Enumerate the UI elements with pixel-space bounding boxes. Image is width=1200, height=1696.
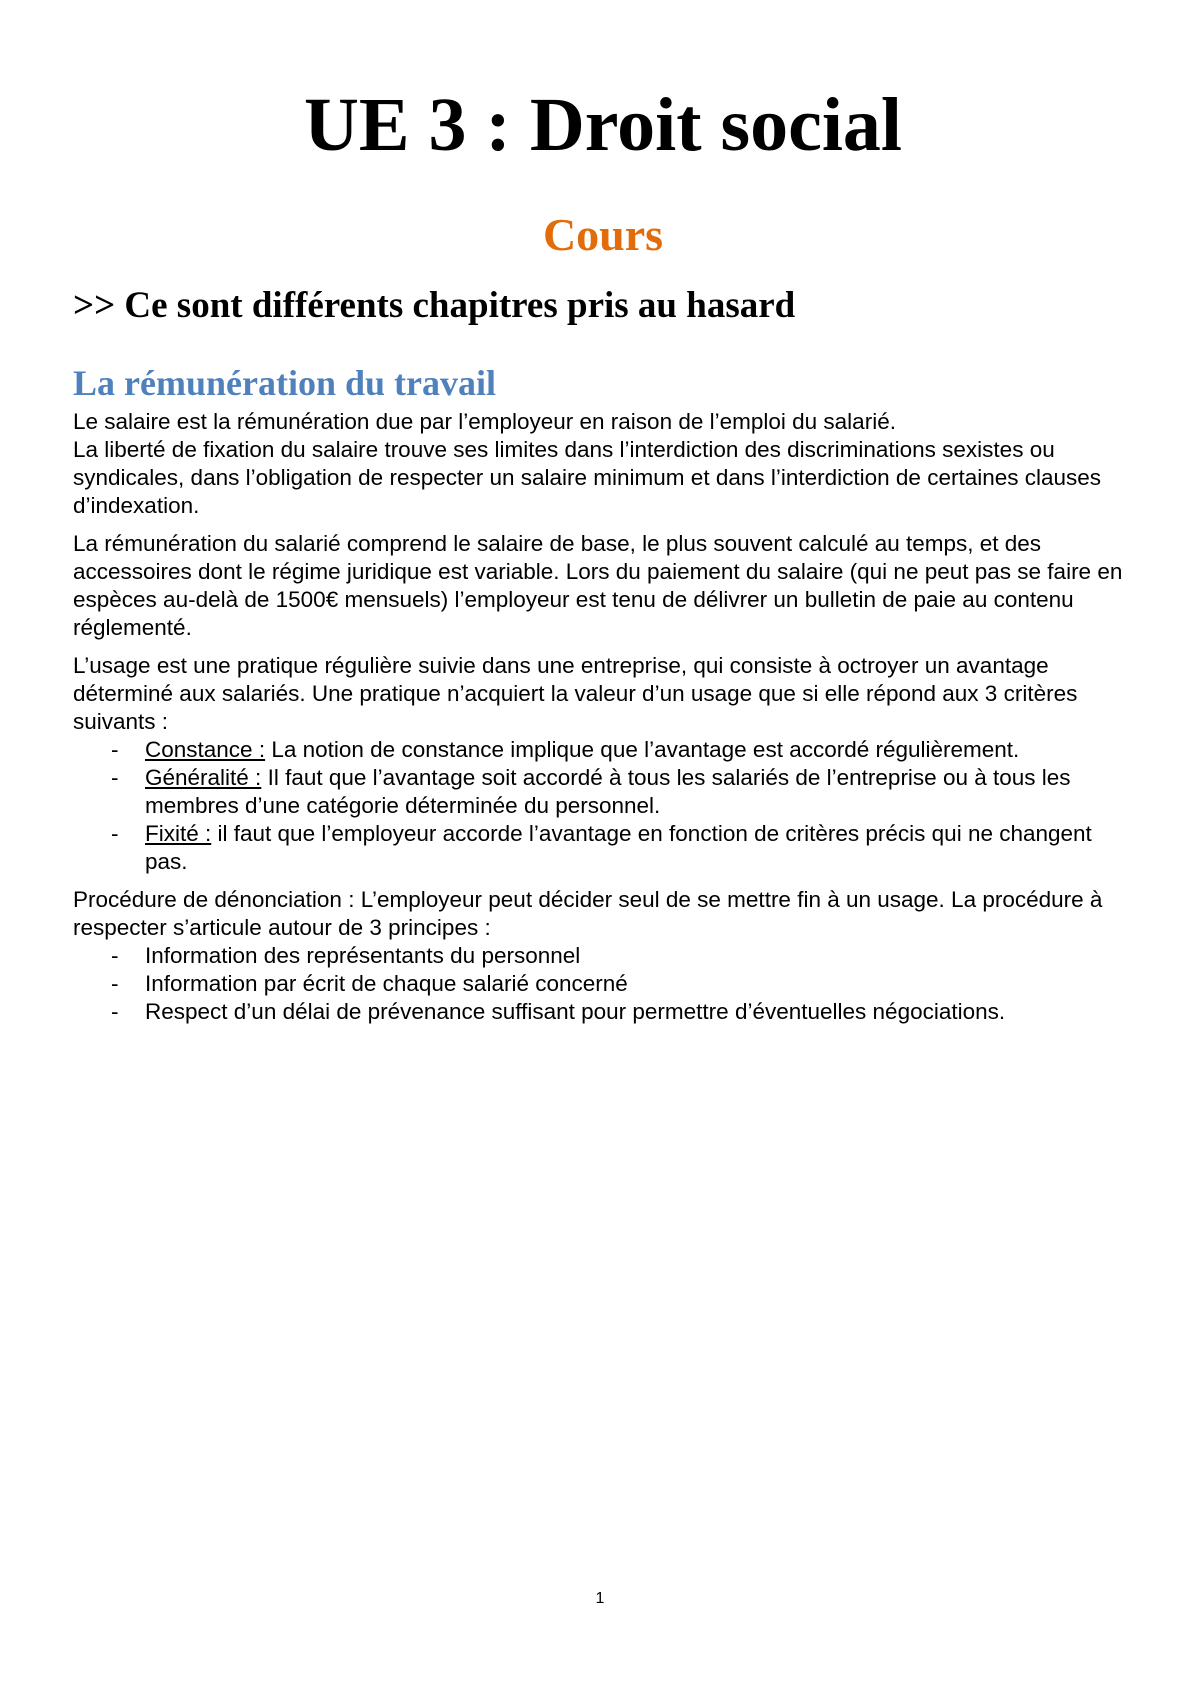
paragraph-salary-limits: La liberté de fixation du salaire trouve ses limites dans l’interdiction des discriminations sexistes ou syndicales, dans l’obligation de respecter un salaire minimum et dans l’interdiction de certaines clauses d’indexation. [73, 437, 1102, 518]
list-item-generalite [73, 764, 1133, 820]
paragraph-salary-definition: Le salaire est la rémunération due par l’employeur en raison de l’emploi du salarié. [73, 409, 896, 434]
list-dash: - [111, 971, 119, 996]
document-intro: >> Ce sont différents chapitres pris au hasard [73, 285, 796, 326]
paragraph-remuneration: La rémunération du salarié comprend le salaire de base, le plus souvent calculé au temps, et des accessoires dont le régime juridique est variable. Lors du paiement du salaire (qui ne peut pas se faire en espèces au-delà de 1500€ mensuels) l’employeur est tenu de délivrer un bulletin de paie au contenu réglementé. [73, 531, 1123, 640]
term-generalite: Généralité : [145, 765, 262, 790]
principle-text: Information des représentants du personnel [145, 943, 581, 968]
list-item-constance [73, 736, 1133, 764]
section-heading: La rémunération du travail [73, 363, 496, 403]
page-number: 1 [595, 1590, 605, 1607]
list-item-principle [73, 970, 1133, 998]
term-constance: Constance : [145, 737, 266, 762]
principle-text: Information par écrit de chaque salarié concerné [145, 971, 628, 996]
principles-list [73, 942, 1133, 1026]
document-subtitle: Cours [542, 209, 664, 260]
principle-text: Respect d’un délai de prévenance suffisant pour permettre d’éventuelles négociations. [145, 999, 1006, 1024]
criteria-list [73, 736, 1133, 876]
list-dash: - [111, 999, 119, 1024]
list-dash: - [111, 765, 119, 790]
document-page [73, 80, 1133, 1026]
list-dash: - [111, 737, 119, 762]
list-dash: - [111, 943, 119, 968]
document-title: UE 3 : Droit social [303, 83, 903, 167]
paragraph-usage: L’usage est une pratique régulière suivie dans une entreprise, qui consiste à octroyer un avantage déterminé aux salariés. Une pratique n’acquiert la valeur d’un usage que si elle répond aux 3 critères suivants : [73, 653, 1078, 734]
criteria-text: il faut que l’employeur accorde l’avantage en fonction de critères précis qui ne changent pas. [145, 821, 1092, 874]
list-item-principle [73, 998, 1133, 1026]
list-dash: - [111, 821, 119, 846]
criteria-text: La notion de constance implique que l’avantage est accordé régulièrement. [265, 737, 1020, 762]
list-item-principle [73, 942, 1133, 970]
criteria-text: Il faut que l’avantage soit accordé à tous les salariés de l’entreprise ou à tous les membres d’une catégorie déterminée du personnel. [145, 765, 1071, 818]
term-fixite: Fixité : [145, 821, 212, 846]
paragraph-denonciation: Procédure de dénonciation : L’employeur peut décider seul de se mettre fin à un usage. La procédure à respecter s’articule autour de 3 principes : [73, 887, 1103, 940]
list-item-fixite [73, 820, 1133, 876]
